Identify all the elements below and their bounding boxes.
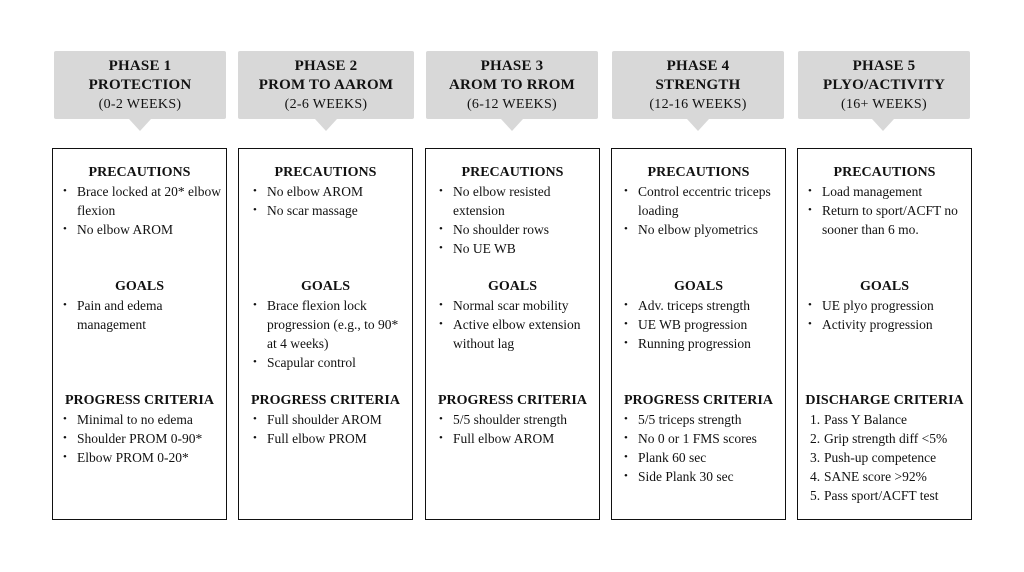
list-item: 5. Pass sport/ACFT test [810,488,939,503]
phase-1-header [54,51,226,119]
phase-subtitle: STRENGTH [655,76,741,93]
list-item: • 5/5 triceps strength [624,410,784,429]
phase-subtitle: AROM TO RROM [448,76,575,93]
list-item: • Normal scar mobility [439,296,594,315]
criteria-list [253,410,408,448]
criteria-list [63,410,223,467]
phase-1-pointer [129,119,151,131]
phase-title: PHASE 1 [108,57,172,74]
precautions-title: PRECAUTIONS [647,165,750,180]
list-item: • Pain and edema management [63,296,198,334]
goals-title: GOALS [487,279,537,294]
list-item: • Active elbow extension without lag [439,315,594,353]
list-item: • Shoulder PROM 0-90* [63,429,223,448]
list-item: • No UE WB [439,239,579,258]
phase-3-box [425,148,600,520]
list-item: • No elbow AROM [253,182,408,201]
precautions-title: PRECAUTIONS [274,165,377,180]
criteria-title: PROGRESS CRITERIA [251,393,400,408]
list-item: • Elbow PROM 0-20* [63,448,223,467]
list-item: • Brace locked at 20* elbow flexion [63,182,223,220]
criteria-title: PROGRESS CRITERIA [65,393,214,408]
phase-5-box [797,148,972,520]
phase-2-header [238,51,414,119]
list-item: • Return to sport/ACFT no sooner than 6 mo. [808,201,968,239]
list-item: 4. SANE score >92% [810,469,927,484]
list-item: • UE WB progression [624,315,784,334]
list-item: • Full elbow PROM [253,429,408,448]
list-item: • No elbow resisted extension [439,182,579,220]
phase-weeks: (0-2 WEEKS) [98,96,182,112]
phase-subtitle: PLYO/ACTIVITY [822,76,946,93]
goals-title: GOALS [673,279,723,294]
criteria-list [439,410,594,448]
precautions-list [624,182,784,239]
phase-5-pointer [872,119,894,131]
precautions-title: PRECAUTIONS [88,165,191,180]
list-item: • Scapular control [253,353,411,372]
list-item: 3. Push-up competence [810,450,937,465]
list-item: • Activity progression [808,315,968,334]
phase-weeks: (6-12 WEEKS) [466,96,558,112]
criteria-title: DISCHARGE CRITERIA [805,393,964,408]
goals-list [253,296,411,372]
goals-title: GOALS [300,279,350,294]
list-item: • No scar massage [253,201,408,220]
phase-weeks: (2-6 WEEKS) [284,96,368,112]
list-item: • Full elbow AROM [439,429,594,448]
phase-title: PHASE 5 [852,57,916,74]
goals-title: GOALS [114,279,164,294]
list-item: • No 0 or 1 FMS scores [624,429,784,448]
phase-2-box [238,148,413,520]
precautions-list [63,182,223,239]
phase-weeks: (16+ WEEKS) [841,96,927,112]
goals-title: GOALS [859,279,909,294]
precautions-list [253,182,408,220]
precautions-list [439,182,579,258]
list-item: • Side Plank 30 sec [624,467,784,486]
criteria-title: PROGRESS CRITERIA [438,393,587,408]
phase-subtitle: PROM TO AAROM [258,76,394,93]
phase-title: PHASE 2 [294,57,358,74]
phase-4-header [612,51,784,119]
phase-3-header [426,51,598,119]
phase-5-header [798,51,970,119]
phase-4-box [611,148,786,520]
precautions-title: PRECAUTIONS [461,165,564,180]
phase-subtitle: PROTECTION [88,76,192,93]
list-item: • Full shoulder AROM [253,410,408,429]
list-item: • Minimal to no edema [63,410,223,429]
criteria-list [810,410,970,505]
phase-title: PHASE 3 [480,57,544,74]
phase-2-pointer [315,119,337,131]
list-item: 1. Pass Y Balance [810,412,907,427]
phase-weeks: (12-16 WEEKS) [649,96,747,112]
list-item: • No shoulder rows [439,220,579,239]
phase-3-pointer [501,119,523,131]
goals-list [63,296,198,334]
list-item: • No elbow plyometrics [624,220,784,239]
criteria-title: PROGRESS CRITERIA [624,393,773,408]
list-item: • Control eccentric triceps loading [624,182,784,220]
list-item: 2. Grip strength diff <5% [810,431,948,446]
precautions-title: PRECAUTIONS [833,165,936,180]
list-item: • No elbow AROM [63,220,223,239]
list-item: • Adv. triceps strength [624,296,784,315]
phase-title: PHASE 4 [666,57,730,74]
list-item: • 5/5 shoulder strength [439,410,594,429]
goals-list [808,296,968,334]
list-item: • Plank 60 sec [624,448,784,467]
list-item: • UE plyo progression [808,296,968,315]
phase-4-pointer [687,119,709,131]
list-item: • Load management [808,182,968,201]
goals-list [439,296,594,353]
goals-list [624,296,784,353]
phase-1-box [52,148,227,520]
precautions-list [808,182,968,239]
list-item: • Running progression [624,334,784,353]
criteria-list [624,410,784,486]
list-item: • Brace flexion lock progression (e.g., to 90* at 4 weeks) [253,296,411,353]
